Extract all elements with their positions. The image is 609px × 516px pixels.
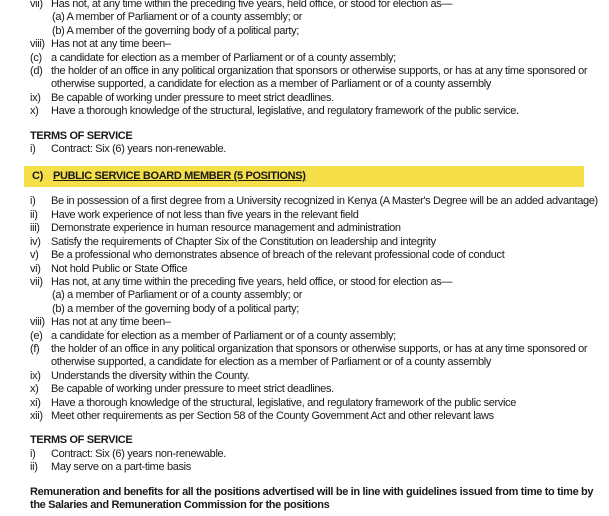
list-item-number: x) xyxy=(30,105,39,118)
list-item-number: iv) xyxy=(30,235,41,248)
list-item-number: v) xyxy=(30,249,39,262)
list-item xyxy=(30,92,597,105)
list-item xyxy=(30,65,597,78)
sub-item: (b) A member of the governing body of a political party; xyxy=(52,24,299,37)
list-item xyxy=(30,249,597,262)
list-item-text: the holder of an office in any political organization that sponsors or otherwise supports, or has at any time sponsored or xyxy=(51,65,588,78)
list-item-number: x) xyxy=(30,383,39,396)
terms-of-service-heading-c: TERMS OF SERVICE xyxy=(30,434,133,447)
list-item-continuation: otherwise supported, a candidate for election as a member of Parliament or of a county assembly xyxy=(51,356,491,369)
list-item-text: Be a professional who demonstrates absence of breach of the relevant professional code of conduct xyxy=(51,249,505,262)
list-item-number: ix) xyxy=(30,369,41,382)
list-item-continuation: otherwise supported, a candidate for election as a member of Parliament or of a county assembly xyxy=(51,78,491,91)
list-item xyxy=(30,263,597,276)
list-item-number: (d) xyxy=(30,65,43,78)
requirements-list-c xyxy=(30,195,597,423)
list-item-number: i) xyxy=(30,447,36,460)
list-item-text: Meet other requirements as per Section 58 of the County Government Act and other relevant laws xyxy=(51,409,494,422)
list-item-text: Has not at any time been– xyxy=(51,316,171,329)
list-item-text: Have a thorough knowledge of the structural, legislative, and regulatory framework of the public service xyxy=(51,396,516,409)
section-c-letter: C) xyxy=(32,170,43,183)
list-item-number: viii) xyxy=(30,316,45,329)
sub-item: (b) a member of the governing body of a political party; xyxy=(52,302,299,315)
list-item-number: xii) xyxy=(30,409,43,422)
list-item xyxy=(30,38,597,51)
list-item-text: Have work experience of not less than five years in the relevant field xyxy=(51,208,359,221)
list-item-number: i) xyxy=(30,195,36,208)
list-item-text: Has not at any time been– xyxy=(51,38,171,51)
list-item-text: Satisfy the requirements of Chapter Six of the Constitution on leadership and integrity xyxy=(51,235,436,248)
list-item xyxy=(30,410,597,423)
sub-item: (a) a member of Parliament or of a county assembly; or xyxy=(52,289,303,302)
terms-of-service-heading: TERMS OF SERVICE xyxy=(30,129,133,142)
list-item xyxy=(30,461,597,474)
remuneration-note: Remuneration and benefits for all the positions advertised will be in line with guidelines issued from time to time by the Salaries and Remuneration Commission for the positions xyxy=(30,485,594,511)
list-item-number: vi) xyxy=(30,262,41,275)
list-item xyxy=(30,105,597,118)
list-item-text: Be capable of working under pressure to meet strict deadlines. xyxy=(51,383,334,396)
list-item xyxy=(30,383,597,396)
list-item xyxy=(30,143,597,156)
list-item-text: Understands the diversity within the County. xyxy=(51,369,250,382)
list-item-text: Not hold Public or State Office xyxy=(51,262,188,275)
list-item xyxy=(30,222,597,235)
list-item-number: xi) xyxy=(30,396,41,409)
list-item-text: Contract: Six (6) years non-renewable. xyxy=(51,143,227,156)
list-item xyxy=(30,0,597,11)
terms-list-top xyxy=(30,143,597,156)
list-item-text: Contract: Six (6) years non-renewable. xyxy=(51,447,227,460)
list-item-text: Be capable of working under pressure to meet strict deadlines. xyxy=(51,91,334,104)
list-item-number: (f) xyxy=(30,342,40,355)
sub-item: (a) A member of Parliament or of a county assembly; or xyxy=(52,11,303,24)
list-item xyxy=(30,397,597,410)
list-item xyxy=(30,316,597,329)
list-item xyxy=(30,236,597,249)
list-item xyxy=(30,209,597,222)
list-item xyxy=(30,330,597,343)
list-item xyxy=(30,448,597,461)
section-c-header xyxy=(24,166,584,187)
terms-list-c xyxy=(30,448,597,475)
list-item-text: May serve on a part-time basis xyxy=(51,461,191,474)
list-item-text: Has not, at any time within the preceding five years, held office, or stood for election as— xyxy=(51,275,453,288)
list-item-number: (e) xyxy=(30,329,43,342)
section-c-title: PUBLIC SERVICE BOARD MEMBER (5 POSITIONS) xyxy=(53,170,306,183)
list-item-text: Has not, at any time within the preceding five years, held office, or stood for election as— xyxy=(51,0,453,10)
list-item xyxy=(30,343,597,356)
list-item-text: the holder of an office in any political organization that sponsors or otherwise supports, or has at any time sponsored or xyxy=(51,342,588,355)
list-item-text: Demonstrate experience in human resource management and administration xyxy=(51,222,401,235)
list-item-text: a candidate for election as a member of Parliament or of a county assembly; xyxy=(51,329,396,342)
list-item-number: vii) xyxy=(30,275,43,288)
list-item xyxy=(30,276,597,289)
list-item xyxy=(30,370,597,383)
list-item-text: Be in possession of a first degree from a University recognized in Kenya (A Master's Degree will be an added advantage) xyxy=(51,195,598,208)
list-item-number: ii) xyxy=(30,208,38,221)
list-item-number: ix) xyxy=(30,91,41,104)
list-item-number: i) xyxy=(30,143,36,156)
list-item xyxy=(30,52,597,65)
list-item-number: viii) xyxy=(30,38,45,51)
list-item xyxy=(30,195,597,208)
list-item-number: (c) xyxy=(30,51,42,64)
list-item-text: Have a thorough knowledge of the structural, legislative, and regulatory framework of the public service. xyxy=(51,105,519,118)
list-item-number: ii) xyxy=(30,461,38,474)
list-item-number: vii) xyxy=(30,0,43,10)
list-item-number: iii) xyxy=(30,222,40,235)
list-item-text: a candidate for election as a member of Parliament or of a county assembly; xyxy=(51,51,396,64)
requirements-list-top xyxy=(30,0,597,119)
